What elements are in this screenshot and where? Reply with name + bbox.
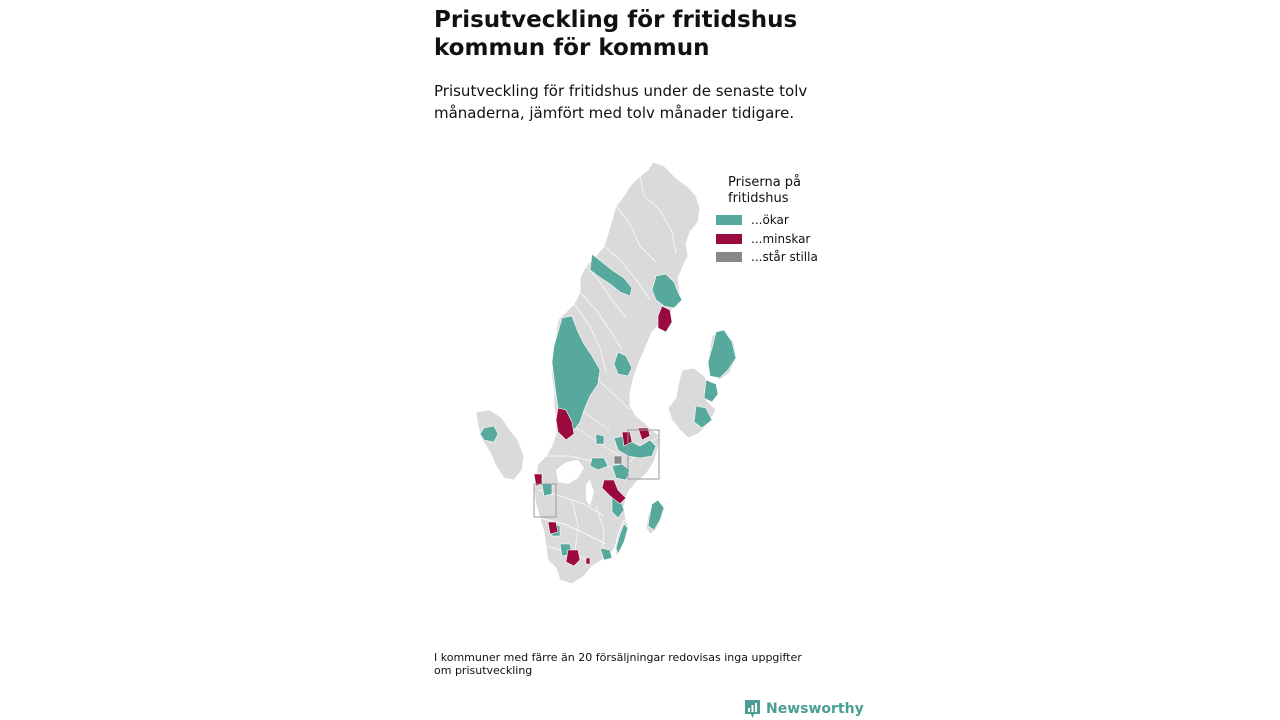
map-west-landmass: [476, 410, 524, 480]
legend-swatch-decreasing: [716, 234, 742, 244]
map-region-increasing: [704, 380, 718, 402]
map-region-increasing: [542, 484, 552, 496]
map-legend: [716, 175, 856, 267]
brand-logo[interactable]: [744, 699, 864, 719]
sweden-map: [460, 150, 760, 595]
page-title: Prisutveckling för fritidshus kommun för kommun: [434, 7, 798, 61]
map-region-increasing: [596, 434, 604, 444]
legend-title: Priserna på fritidshus: [728, 175, 802, 206]
legend-label-increasing: ...ökar: [751, 213, 789, 228]
legend-item-unchanged: [716, 248, 856, 267]
legend-item-decreasing: [716, 230, 856, 249]
map-regions-unchanged: [614, 456, 622, 464]
map-region-increasing: [648, 500, 664, 530]
map-region-decreasing: [586, 558, 590, 564]
legend-swatch-unchanged: [716, 252, 742, 262]
map-base-land: [476, 162, 736, 584]
map-region-decreasing: [548, 522, 558, 534]
page-subtitle: Prisutveckling för fritidshus under de senaste tolv månaderna, jämfört med tolv månader tidigare.: [434, 82, 808, 122]
map-region-unchanged: [614, 456, 622, 464]
legend-label-decreasing: ...minskar: [751, 231, 811, 246]
map-aland-islands: [668, 368, 716, 438]
legend-item-increasing: [716, 211, 856, 230]
legend-swatch-increasing: [716, 215, 742, 225]
brand-name: Newsworthy: [766, 701, 864, 717]
footnote: I kommuner med färre än 20 försäljningar redovisas inga uppgifter om prisutveckling: [434, 651, 802, 677]
legend-label-unchanged: ...står stilla: [751, 250, 818, 265]
newsworthy-logo-icon: [744, 699, 761, 719]
